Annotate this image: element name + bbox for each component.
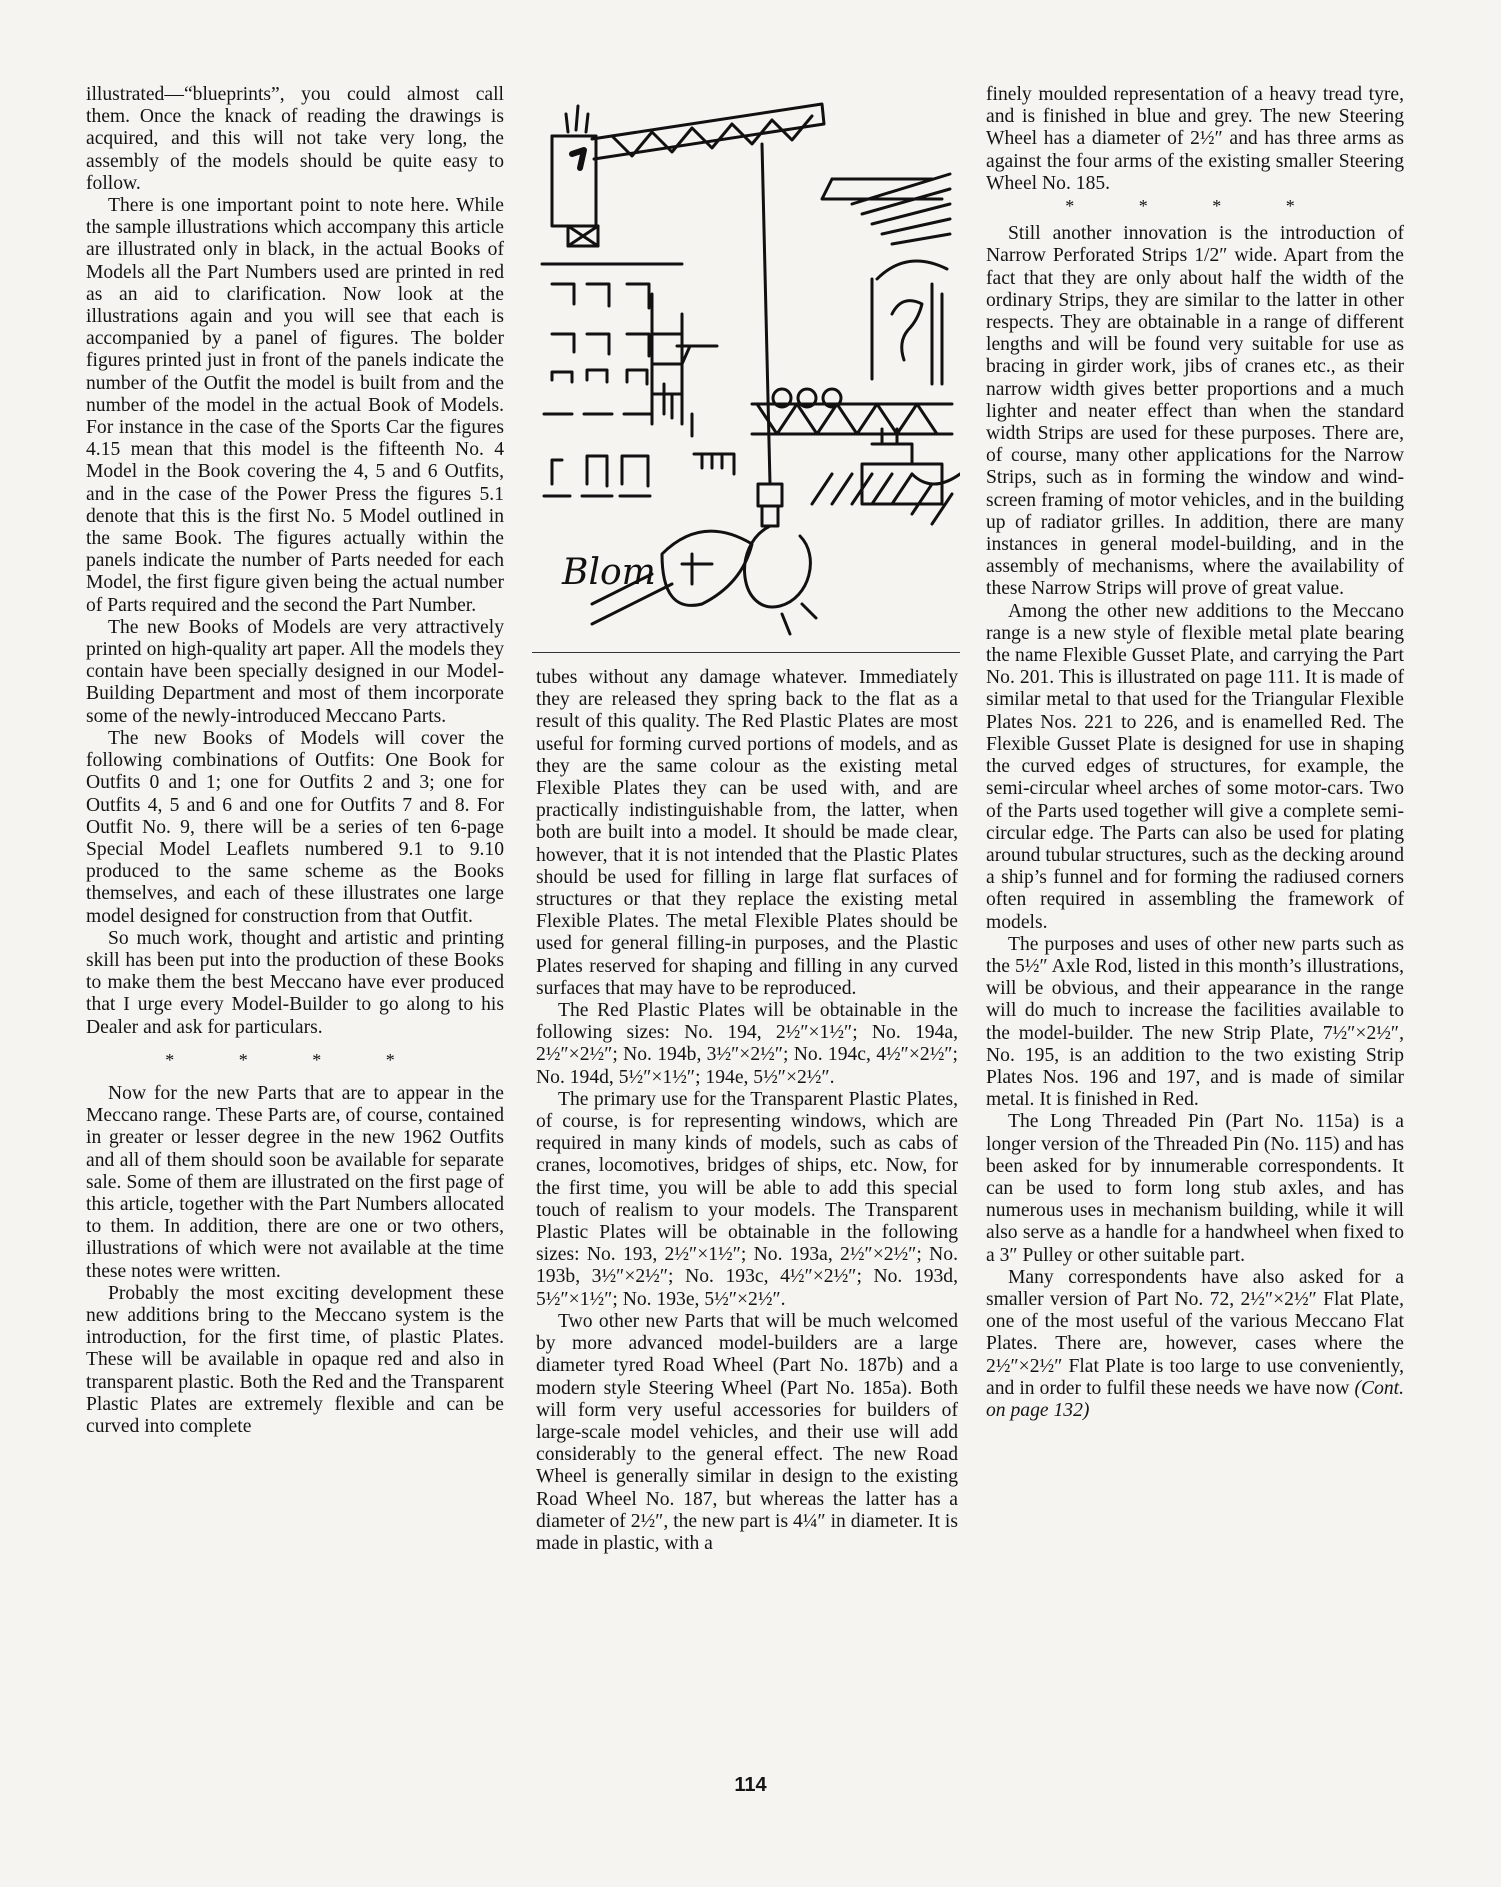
section-divider: * * * * [1065,196,1325,217]
paragraph: Still another innovation is the introduction of Narrow Perforated Strips 1/2″ wide. Apart from the fact that they are only about half the width of the ordinary Strips, they are similar to the latter in other respects. They are obtainable in a range of different lengths and will be found very suitable for use as bracing in girder work, jibs of cranes etc., as their narrow width gives better proportions and a much lighter and neater effect than when the standard width Strips are used for these purposes. There are, of course, many other applications for the Narrow Strips, such as in forming the window and windscreen framing of motor vehicles, and in the building up of radiator grilles. In addition, there are many instances in general model-building, and in the assembly of mechanisms, where the availability of these Narrow Strips will prove of great value. [986,223,1404,600]
paragraph: finely moulded representation of a heavy tread tyre, and is finished in blue and grey. The new Steering Wheel has a diameter of 2½″ and has three arms as against the four arms of the existing smaller Steering Wheel No. 185. [986,84,1404,194]
paragraph: Two other new Parts that will be much welcomed by more advanced model-builders are a large diameter tyred Road Wheel (Part No. 187b) and a modern style Steering Wheel (Part No. 185a). Both will form very useful accessories for builders of large-scale model vehicles, and their use will add considerably to the general effect. The new Road Wheel is generally similar in design to the existing Road Wheel No. 187, but whereas the latter has a diameter of 2½″, the new part is 4¼″ in diameter. It is made in plastic, with a [536,1310,958,1554]
paragraph: The primary use for the Transparent Plastic Plates, of course, is for representing windows, which are required in many kinds of models, such as cabs of cranes, locomotives, bridges of ships, etc. Now, for the first time, you will be able to add this special touch of realism to your models. The Transparent Plastic Plates will be obtainable in the following sizes: No. 193, 2½″×1½″; No. 193a, 2½″×2½″; No. 193b, 3½″×2½″; No. 193c, 4½″×2½″; No. 193d, 5½″×1½″; No. 193e, 5½″×2½″. [536,1088,958,1310]
continuation-note: (Cont. on page 132) [986,1377,1404,1421]
paragraph: Probably the most exciting development these new additions bring to the Meccano system is the introduction, for the first time, of plastic Plates. These will be available in opaque red and also in transparent plastic. Both the Red and the Transparent Plastic Plates are extremely flexible and can be curved into complete [86,1282,504,1437]
text-column-right [986,84,1404,1422]
paragraph [986,1267,1404,1422]
crane-cartoon-drawing [532,84,960,644]
paragraph: So much work, thought and artistic and printing skill has been put into the production of these Books to make them the best Meccano have ever produced that I urge every Model-Builder to go along to his Dealer and ask for particulars. [86,927,504,1038]
section-divider: * * * * [165,1049,425,1070]
paragraph: The purposes and uses of other new parts such as the 5½″ Axle Rod, listed in this month’s illustrations, will be obvious, and their appearance in the range will do much to increase the facilities available to the model-builder. The new Strip Plate, 7½″×2½″, No. 195, is an addition to the two existing Strip Plates Nos. 196 and 197, and is made of similar metal. It is finished in Red. [986,933,1404,1111]
paragraph: The Long Threaded Pin (Part No. 115a) is a longer version of the Threaded Pin (No. 115) and has been asked for by innumerable correspondents. It can be used to form long stub axles, and has numerous uses in mechanism building, while it will also serve as a handle for a handwheel when fixed to a 3″ Pulley or other suitable part. [986,1111,1404,1266]
paragraph: Now for the new Parts that are to appear in the Meccano range. These Parts are, of course, contained in greater or lesser degree in the new 1962 Outfits and all of them should soon be available for separate sale. Some of them are illustrated on the first page of this article, together with the Part Numbers allocated to them. In addition, there are one or two others, illustrations of which were not available at the time these notes were written. [86,1082,504,1282]
paragraph: There is one important point to note here. While the sample illustrations which accompany this article are illustrated only in black, in the actual Books of Models all the Part Numbers used are printed in red as an aid to clarification. Now look at the illustrations again and you will see that each is accompanied by a panel of figures. The bolder figures printed just in front of the panels indicate the number of the Outfit the model is built from and the number of the model in the actual Book of Models. For instance in the case of the Sports Car the figures 4.15 mean that this model is the fifteenth No. 4 Model in the Book covering the 4, 5 and 6 Outfits, and in the case of the Power Press the figures 5.1 denote that this is the first No. 5 Model outlined in the same Book. The figures actually within the panels indicate the number of Parts needed for each Model, the first figure given being the actual number of Parts required and the second the Part Number. [86,195,504,616]
text-column-middle [536,667,958,1555]
artist-signature: Blom [562,552,656,593]
page-number: 114 [734,1774,767,1796]
paragraph: tubes without any damage whatever. Immediately they are released they spring back to the flat as a result of this quality. The Red Plastic Plates are most useful for forming curved portions of models, and as they are the same colour as the existing metal Flexible Plates they can be used with, and are practically indistinguishable from, the latter, when both are built into a model. It should be made clear, however, that it is not intended that the Plastic Plates should be used for filling in large flat surfaces of structures or that they replace the existing metal Flexible Plates. The metal Flexible Plates should be used for general filling-in purposes, and the Plastic Plates reserved for shaping and filling in any curved surfaces that may have to be reproduced. [536,667,958,999]
paragraph: The Red Plastic Plates will be obtainable in the following sizes: No. 194, 2½″×1½″; No. 194a, 2½″×2½″; No. 194b, 3½″×2½″; No. 194c, 4½″×2½″; No. 194d, 5½″×1½″; 194e, 5½″×2½″. [536,1000,958,1088]
paragraph: Among the other new additions to the Meccano range is a new style of flexible metal plate bearing the name Flexible Gusset Plate, and carrying the Part No. 201. This is illustrated on page 111. It is made of similar metal to that used for the Triangular Flexible Plates Nos. 221 to 226, and is enamelled Red. The Flexible Gusset Plate is designed for use in shaping the curved edges of structures, for example, the semi-circular wheel arches of some motor-cars. Two of the Parts used together will give a complete semi-circular edge. The Parts can also be used for plating around tubular structures, such as the decking around a ship’s funnel and for forming the radiused corners often required in assembling the framework of models. [986,600,1404,933]
illustration-rule [532,652,960,653]
paragraph: The new Books of Models will cover the following combinations of Outfits: One Book for Outfits 0 and 1; one for Outfits 2 and 3; one for Outfits 4, 5 and 6 and one for Outfits 7 and 8. For Outfit No. 9, there will be a series of ten 6-page Special Model Leaflets numbered 9.1 to 9.10 produced to the same scheme as the Books themselves, and each of these illustrates one large model designed for construction from that Outfit. [86,727,504,927]
paragraph-text: Many correspondents have also asked for a smaller version of Part No. 72, 2½″×2½″ Flat Plate, one of the most useful of the various Meccano Flat Plates. There are, however, cases where the 2½″×2½″ Flat Plate is too large to use conveniently, and in order to fulfil these needs we have now [986,1266,1404,1399]
paragraph: The new Books of Models are very attractively printed on high-quality art paper. All the models they contain have been specially designed in our Model-Building Department and most of them incorporate some of the newly-introduced Meccano Parts. [86,616,504,727]
paragraph: illustrated—“blueprints”, you could almost call them. Once the knack of reading the drawings is acquired, and this will not take very long, the assembly of the models should be quite easy to follow. [86,84,504,194]
cartoon-illustration [532,84,960,644]
text-column-left [86,84,504,1438]
